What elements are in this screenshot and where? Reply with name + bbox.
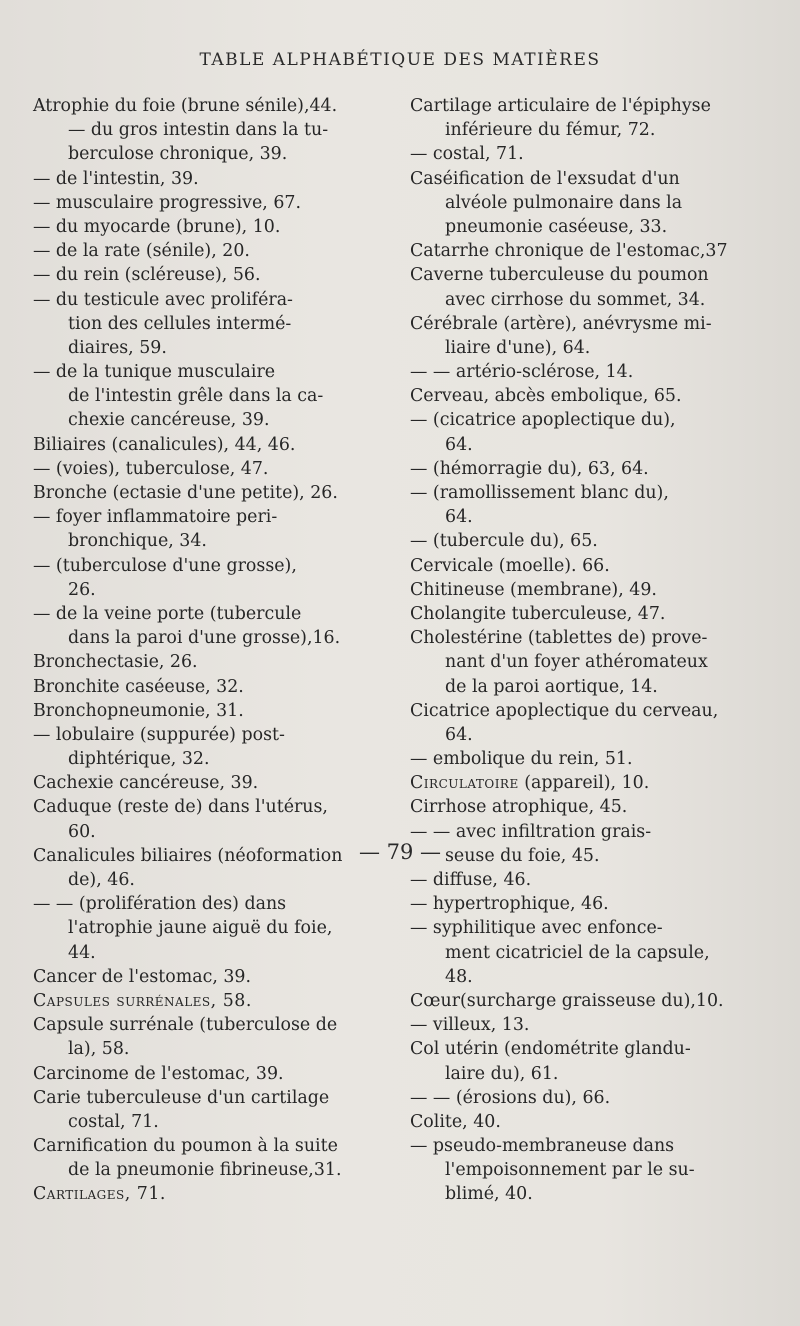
index-entry-line: — de l'intestin, 39. [33,168,199,189]
index-entry-line: Caverne tuberculeuse du poumon [410,265,709,286]
index-entry [33,892,393,965]
index-entry-line: costal, 71. [68,1111,159,1132]
index-entry-line: de), 46. [68,870,135,890]
index-entry-line: — — artério-sclérose, 14. [410,362,634,383]
index-entry-line: — de la rate (sénile), 20. [33,241,250,262]
index-entry [410,1134,782,1207]
index-entry [410,142,782,166]
index-entry-line: Cervicale (moelle). 66. [410,555,610,576]
index-entry-line: diaires, 59. [68,337,167,358]
index-entry-line: Carcinome de l'estomac, 39. [33,1063,284,1084]
index-entry-line: — embolique du rein, 51. [410,749,633,770]
index-entry-line: liaire d'une), 64. [445,337,591,358]
index-entry-line: Catarrhe chronique de l'estomac,37 [410,241,728,262]
index-entry-line: Cachexie cancéreuse, 39. [33,773,259,794]
index-entry [33,360,393,433]
index-entry [410,1110,782,1134]
index-entry-line: Cholestérine (tablettes de) prove- [410,628,708,649]
index-entry [33,602,393,650]
index-entry-line: — — avec infiltration grais- [410,821,652,842]
index-entry-line: Capsules surrénales, 58. [33,990,252,1011]
index-entry-line: 48. [445,966,473,987]
index-entry [410,1086,782,1110]
index-entry [33,675,393,699]
index-entry [33,1086,393,1134]
index-entry-line: Cœur(surcharge graisseuse du),10. [410,990,724,1011]
index-entry-line: Caséification de l'exsudat d'un [410,168,680,189]
index-entry-line: Capsule surrénale (tuberculose de [33,1015,338,1036]
index-entry-line: Bronchopneumonie, 31. [33,700,244,721]
index-entry-line: de l'intestin grêle dans la ca- [68,386,324,407]
index-entry-line: chexie cancéreuse, 39. [68,410,270,431]
index-entry [410,94,782,142]
index-entry [33,1013,393,1061]
index-entry [33,795,393,843]
index-entry-line: — (voies), tuberculose, 47. [33,458,269,479]
index-entry [410,699,782,747]
index-entry-line: Bronchite caséeuse, 32. [33,676,244,697]
index-entry [33,191,393,215]
index-entry [33,554,393,602]
index-entry [33,167,393,191]
index-entry-line: diphtérique, 32. [68,749,210,770]
index-entry-line: seuse du foie, 45. [445,845,600,866]
index-entry [410,312,782,360]
index-entry-line: — villeux, 13. [410,1015,530,1036]
index-entry-line: — de la tunique musculaire [33,362,276,383]
index-entry-line: Carie tuberculeuse d'un cartilage [33,1087,330,1108]
index-entry [33,239,393,263]
index-entry [33,481,393,505]
index-entry [33,263,393,287]
index-entry-line: Col utérin (endométrite glandu- [410,1039,691,1060]
index-entry [410,747,782,771]
index-entry-line: Biliaires (canalicules), 44, 46. [33,434,296,455]
index-entry-line: — — (prolifération des) dans [33,894,287,915]
index-column-left [33,94,393,1207]
index-entry [33,989,393,1013]
index-entry-line: — (tubercule du), 65. [410,531,598,552]
index-entry [410,795,782,819]
index-entry-line: Chitineuse (membrane), 49. [410,579,657,600]
index-entry-line: alvéole pulmonaire dans la [445,192,683,213]
index-entry-line: Colite, 40. [410,1111,501,1132]
index-column-right [410,94,782,1207]
index-entry-line: Atrophie du foie (brune sénile),44. [33,96,338,116]
index-entry-line: — — (érosions du), 66. [410,1087,611,1108]
index-entry-line: — musculaire progressive, 67. [33,192,301,213]
index-entry-line: berculose chronique, 39. [68,144,288,165]
index-entry [410,1013,782,1037]
index-entry-line: — foyer inflammatoire peri- [33,507,278,528]
index-entry-line: pneumonie caséeuse, 33. [445,216,668,237]
index-entry-line: Caduque (reste de) dans l'utérus, [33,797,328,818]
index-entry-line: — syphilitique avec enfonce- [410,918,663,939]
index-entry-line: 64. [445,434,473,455]
index-entry-line: — (ramollissement blanc du), [410,483,669,503]
index-entry [33,1134,393,1182]
index-entry [410,626,782,699]
index-entry-line: dans la paroi d'une grosse),16. [68,628,341,649]
index-entry-line: 64. [445,724,473,745]
index-entry-line: avec cirrhose du sommet, 34. [445,289,706,310]
index-entry-line: Cartilages, 71. [33,1184,166,1205]
index-entry [410,263,782,311]
index-entry [33,94,393,167]
index-entry-line: Cirrhose atrophique, 45. [410,797,628,818]
index-entry-line: — du myocarde (brune), 10. [33,216,281,237]
index-entry-line: 44. [68,942,96,963]
index-entry [410,578,782,602]
index-entry-line: de la paroi aortique, 14. [445,676,658,697]
index-entry [410,989,782,1013]
index-entry [33,505,393,553]
index-entry-line: de la pneumonie fibrineuse,31. [68,1160,342,1181]
index-entry-line: Cancer de l'estomac, 39. [33,966,252,987]
page-number: — 79 — [358,840,442,864]
index-entry [410,167,782,240]
index-entry-line: Canalicules biliaires (néoformation [33,845,343,866]
index-entry-line: Carnification du poumon à la suite [33,1136,338,1157]
index-entry [410,408,782,456]
index-entry [410,481,782,529]
index-entry [410,360,782,384]
index-entry-line: — diffuse, 46. [410,870,532,890]
index-entry-line: Circulatoire (appareil), 10. [410,773,650,794]
index-entry-line: Bronche (ectasie d'une petite), 26. [33,483,338,503]
index-entry [410,868,782,892]
index-entry [33,433,393,457]
index-entry [33,457,393,481]
index-entry-line: Bronchectasie, 26. [33,652,198,673]
index-entry [33,650,393,674]
index-entry [410,916,782,989]
index-entry-line: — du rein (scléreuse), 56. [33,265,261,286]
index-entry [33,771,393,795]
index-entry [410,384,782,408]
index-entry [33,288,393,361]
index-entry-line: Cérébrale (artère), anévrysme mi- [410,313,712,334]
index-entry [410,1037,782,1085]
index-entry-line: 64. [445,507,473,528]
index-entry-line: l'atrophie jaune aiguë du foie, [68,918,333,939]
index-entry [410,602,782,626]
index-entry-line: nant d'un foyer athéromateux [445,652,708,673]
index-entry-line: tion des cellules intermé- [68,313,292,334]
index-entry-line: — (hémorragie du), 63, 64. [410,458,649,479]
index-entry [33,1182,393,1206]
index-entry-line: l'empoisonnement par le su- [445,1160,695,1181]
index-entry-line: — hypertrophique, 46. [410,894,609,915]
index-entry-line: Cholangite tuberculeuse, 47. [410,603,666,624]
index-entry-line: inférieure du fémur, 72. [445,120,656,141]
index-entry-line: Cicatrice apoplectique du cerveau, [410,700,719,721]
index-entry-line: bronchique, 34. [68,531,207,552]
index-entry [33,723,393,771]
index-entry [33,699,393,723]
index-entry-line: — costal, 71. [410,144,524,165]
index-entry [410,239,782,263]
index-entry-line: — du testicule avec proliféra- [33,289,293,310]
index-entry-line: — de la veine porte (tubercule [33,603,302,624]
index-entry [410,771,782,795]
index-entry-line: 60. [68,821,96,842]
index-entry-line: la), 58. [68,1039,130,1060]
index-entry-line: — (cicatrice apoplectique du), [410,410,676,431]
index-entry-line: blimé, 40. [445,1184,533,1205]
index-entry [410,457,782,481]
index-entry-line: — (tuberculose d'une grosse), [33,555,297,576]
index-entry [410,529,782,553]
index-entry-line: — lobulaire (suppurée) post- [33,724,285,745]
running-header: TABLE ALPHABÉTIQUE DES MATIÈRES [199,50,601,70]
index-entry [33,965,393,989]
index-entry-line: — pseudo-membraneuse dans [410,1136,675,1157]
index-entry-line: Cerveau, abcès embolique, 65. [410,386,682,407]
index-entry-line: laire du), 61. [445,1063,559,1084]
index-entry-line: ment cicatriciel de la capsule, [445,942,710,963]
index-entry [33,215,393,239]
index-entry [410,892,782,916]
index-entry-line: Cartilage articulaire de l'épiphyse [410,96,711,116]
index-entry [410,554,782,578]
index-entry [33,1062,393,1086]
index-entry-line: 26. [68,579,96,600]
index-entry-line: — du gros intestin dans la tu- [68,120,329,141]
